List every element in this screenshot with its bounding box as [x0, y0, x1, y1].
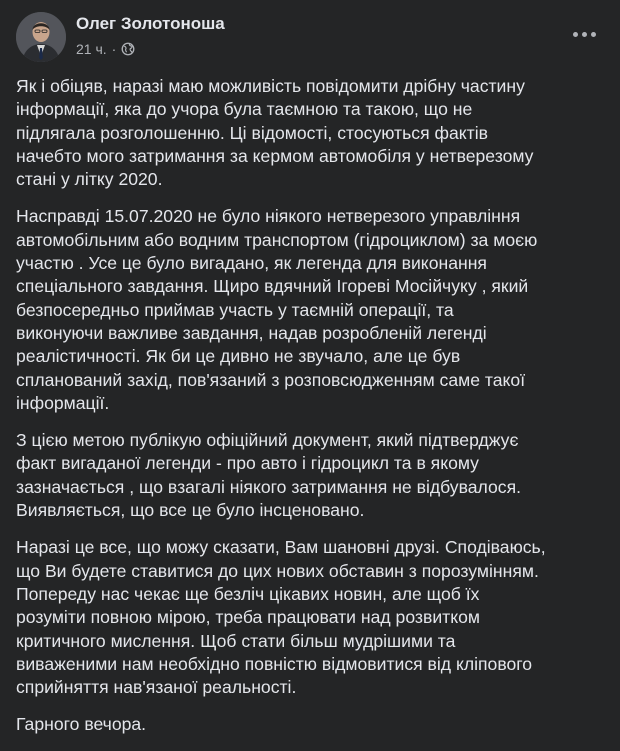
post-line: факт вигаданої легенди - про авто і гідроцикл та в якому	[16, 453, 479, 474]
more-dot	[582, 32, 587, 37]
post-line: автомобільним або водним транспортом (гідроциклом) за моєю	[16, 229, 538, 250]
post-line: безпосередньо приймав участь у таємній операції, та	[16, 299, 454, 320]
author-name[interactable]: Олег Золотоноша	[76, 14, 225, 33]
post-line: Як і обіцяв, наразі маю можливість повідомити дрібну частину	[16, 76, 525, 96]
post-text	[16, 75, 612, 751]
post-line: Попереду нас чекає ще безліч цікавих новин, але щоб їх	[16, 583, 480, 604]
avatar-photo	[16, 12, 66, 62]
more-horizontal-icon	[573, 32, 578, 37]
post-line: підлягала розголошенню. Ці відомості, стосуються фактів	[16, 122, 488, 143]
post-paragraph	[16, 713, 612, 736]
post-line: участю . Усе це було вигадано, як легенда для виконання	[16, 253, 487, 274]
post-line: виваженими нам необхідно повністю відмовитися від кліпового	[16, 653, 533, 674]
post-line: інформації, яка до учора була таємною та такою, що не	[16, 99, 473, 120]
post-line: що Ви будете ставитися до цих нових обставин з порозумінням.	[16, 560, 539, 581]
post-line: виконуючи важливе завдання, надав розробленій легенді	[16, 322, 487, 343]
post-line: стані у літку 2020.	[16, 169, 163, 190]
post-line: Наразі це все, що можу сказати, Вам шановні друзі. Сподіваюсь,	[16, 537, 546, 558]
post-paragraph	[16, 205, 612, 415]
post-header	[16, 10, 604, 64]
post-line: сприйняття нав'язаної реальності.	[16, 677, 297, 698]
post-meta	[76, 41, 135, 57]
post-line: спеціального завдання. Щиро вдячний Ігореві Мосійчуку , який	[16, 276, 529, 297]
post-line: критичного мислення. Щоб стати більш мудрішими та	[16, 630, 456, 651]
post-line: зазначається , що взагалі ніякого затримання не відбувалося.	[16, 476, 521, 497]
meta-separator: ·	[111, 41, 117, 57]
more-options-button[interactable]	[568, 22, 600, 46]
post-paragraph	[16, 75, 612, 191]
post-line: розуміти повною мірою, треба працювати над розвитком	[16, 607, 480, 628]
post-line: начебто мого затримання за кермом автомобіля у нетверезому	[16, 145, 534, 166]
globe-icon	[121, 42, 135, 56]
post-line: спланований захід, пов'язаний з розповсюдженням саме такої	[16, 369, 526, 390]
avatar[interactable]	[16, 12, 66, 62]
post-line: Гарного вечора.	[16, 714, 147, 735]
post-line: Виявляється, що все це було інсценовано.	[16, 500, 365, 521]
post-paragraph	[16, 536, 612, 699]
post-line: реалістичності. Як би це дивно не звучало, але це був	[16, 346, 461, 367]
post-paragraph	[16, 429, 612, 522]
post-line: інформації.	[16, 392, 110, 413]
post-line: З цією метою публікую офіційний документ, який підтверджує	[16, 430, 519, 451]
post-time[interactable]: 21 ч.	[76, 41, 107, 57]
more-dot	[591, 32, 596, 37]
post-line: Насправді 15.07.2020 не було ніякого нетверезого управління	[16, 206, 521, 227]
